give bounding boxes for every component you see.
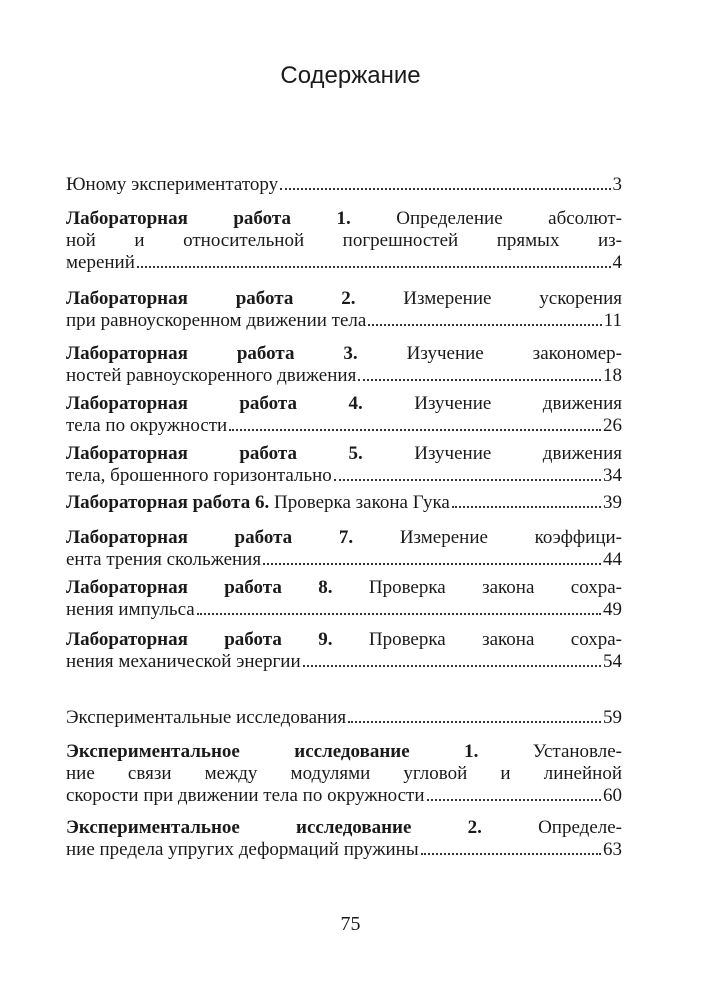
toc-entry-text: Юному экспериментатору xyxy=(66,174,279,195)
page-title: Содержание xyxy=(280,62,421,89)
toc-entry-text: Изучение движения xyxy=(362,393,622,414)
toc-entry-text: нения импульса xyxy=(66,599,195,620)
toc-entry-text: ние связи между модулями угловой и линейной xyxy=(66,763,622,784)
toc-entry-text: тела по окружности xyxy=(66,415,228,436)
toc-entry-lab-5[interactable] xyxy=(66,443,622,487)
toc-entry-intro[interactable] xyxy=(66,174,622,196)
toc-entry-heading: Лабораторная работа 6. xyxy=(66,492,270,513)
toc-entry-heading: Экспериментальное исследование 1. xyxy=(66,741,479,762)
toc-entry-text: Определение абсолют- xyxy=(350,208,622,229)
leader-dots xyxy=(368,320,601,326)
toc-entry-text: скорости при движении тела по окружности xyxy=(66,785,425,806)
toc-entry-lab-3[interactable] xyxy=(66,343,622,387)
leader-dots xyxy=(137,262,611,268)
toc-entry-text: Измерение коэффици- xyxy=(353,527,622,548)
page-number: 75 xyxy=(340,913,361,935)
toc-page-number: 18 xyxy=(603,365,622,386)
toc-entry-text: ние предела упругих деформаций пружины xyxy=(66,839,419,860)
toc-page-number: 44 xyxy=(603,549,622,570)
toc-entry-lab-8[interactable] xyxy=(66,577,622,621)
toc-entry-text: при равноускоренном движении тела xyxy=(66,310,367,331)
toc-entry-text: Проверка закона сохра- xyxy=(332,577,622,598)
toc-entry-text: Установле- xyxy=(478,741,623,762)
toc-entry-experiment-1[interactable] xyxy=(66,741,622,807)
leader-dots xyxy=(229,425,601,431)
toc-entry-lab-7[interactable] xyxy=(66,527,622,571)
toc-entry-heading: Лабораторная работа 9. xyxy=(66,629,333,650)
leader-dots xyxy=(348,717,601,723)
toc-entry-text: Экспериментальные исследования xyxy=(66,707,347,728)
leader-dots xyxy=(303,661,601,667)
toc-entry-text: Проверка закона сохра- xyxy=(332,629,622,650)
toc-entry-text: ностей равноускоренного движения xyxy=(66,365,357,386)
leader-dots xyxy=(263,559,601,565)
toc-page-number: 59 xyxy=(603,707,622,728)
toc-entry-lab-6[interactable] xyxy=(66,492,622,514)
toc-page-number: 49 xyxy=(603,599,622,620)
leader-dots xyxy=(452,502,601,508)
toc-entry-text: Изучение закономер- xyxy=(357,343,622,364)
toc-entry-heading: Экспериментальное исследование 2. xyxy=(66,817,482,838)
toc-page-number: 39 xyxy=(603,492,622,513)
toc-entry-heading: Лабораторная работа 1. xyxy=(66,208,351,229)
leader-dots xyxy=(280,184,610,190)
toc-entry-text: нения механической энергии xyxy=(66,651,301,672)
toc-entry-experiment-2[interactable] xyxy=(66,817,622,861)
toc-entry-lab-2[interactable] xyxy=(66,288,622,332)
leader-dots xyxy=(197,609,601,615)
leader-dots xyxy=(427,795,601,801)
leader-dots xyxy=(358,375,601,381)
toc-page-number: 60 xyxy=(603,785,622,806)
toc-page-number: 26 xyxy=(603,415,622,436)
toc-entry-experiments[interactable] xyxy=(66,707,622,729)
toc-entry-text: Измерение ускорения xyxy=(355,288,622,309)
leader-dots xyxy=(334,475,601,481)
toc-entry-text: ной и относительной погрешностей прямых из- xyxy=(66,230,622,251)
toc-page-number: 34 xyxy=(603,465,622,486)
toc-entry-lab-4[interactable] xyxy=(66,393,622,437)
toc-entry-text: Изучение движения xyxy=(362,443,622,464)
toc-entry-text: мерений xyxy=(66,252,135,273)
toc-entry-heading: Лабораторная работа 5. xyxy=(66,443,363,464)
toc-page-number: 4 xyxy=(612,252,622,273)
toc-page-number: 3 xyxy=(612,174,622,195)
toc-page-number: 11 xyxy=(603,310,622,331)
toc-page-number: 54 xyxy=(603,651,622,672)
toc-entry-heading: Лабораторная работа 3. xyxy=(66,343,358,364)
toc-entry-heading: Лабораторная работа 8. xyxy=(66,577,333,598)
toc-entry-lab-1[interactable] xyxy=(66,208,622,274)
toc-page-number: 63 xyxy=(603,839,622,860)
toc-entry-heading: Лабораторная работа 4. xyxy=(66,393,363,414)
toc-entry-lab-9[interactable] xyxy=(66,629,622,673)
toc-entry-text: ента трения скольжения xyxy=(66,549,262,570)
toc-entry-heading: Лабораторная работа 7. xyxy=(66,527,354,548)
leader-dots xyxy=(421,849,601,855)
toc-entry-text: Проверка закона Гука xyxy=(269,492,450,513)
toc-entry-text: тела, брошенного горизонтально xyxy=(66,465,332,486)
toc-entry-heading: Лабораторная работа 2. xyxy=(66,288,356,309)
toc-entry-text: Определе- xyxy=(481,817,622,838)
